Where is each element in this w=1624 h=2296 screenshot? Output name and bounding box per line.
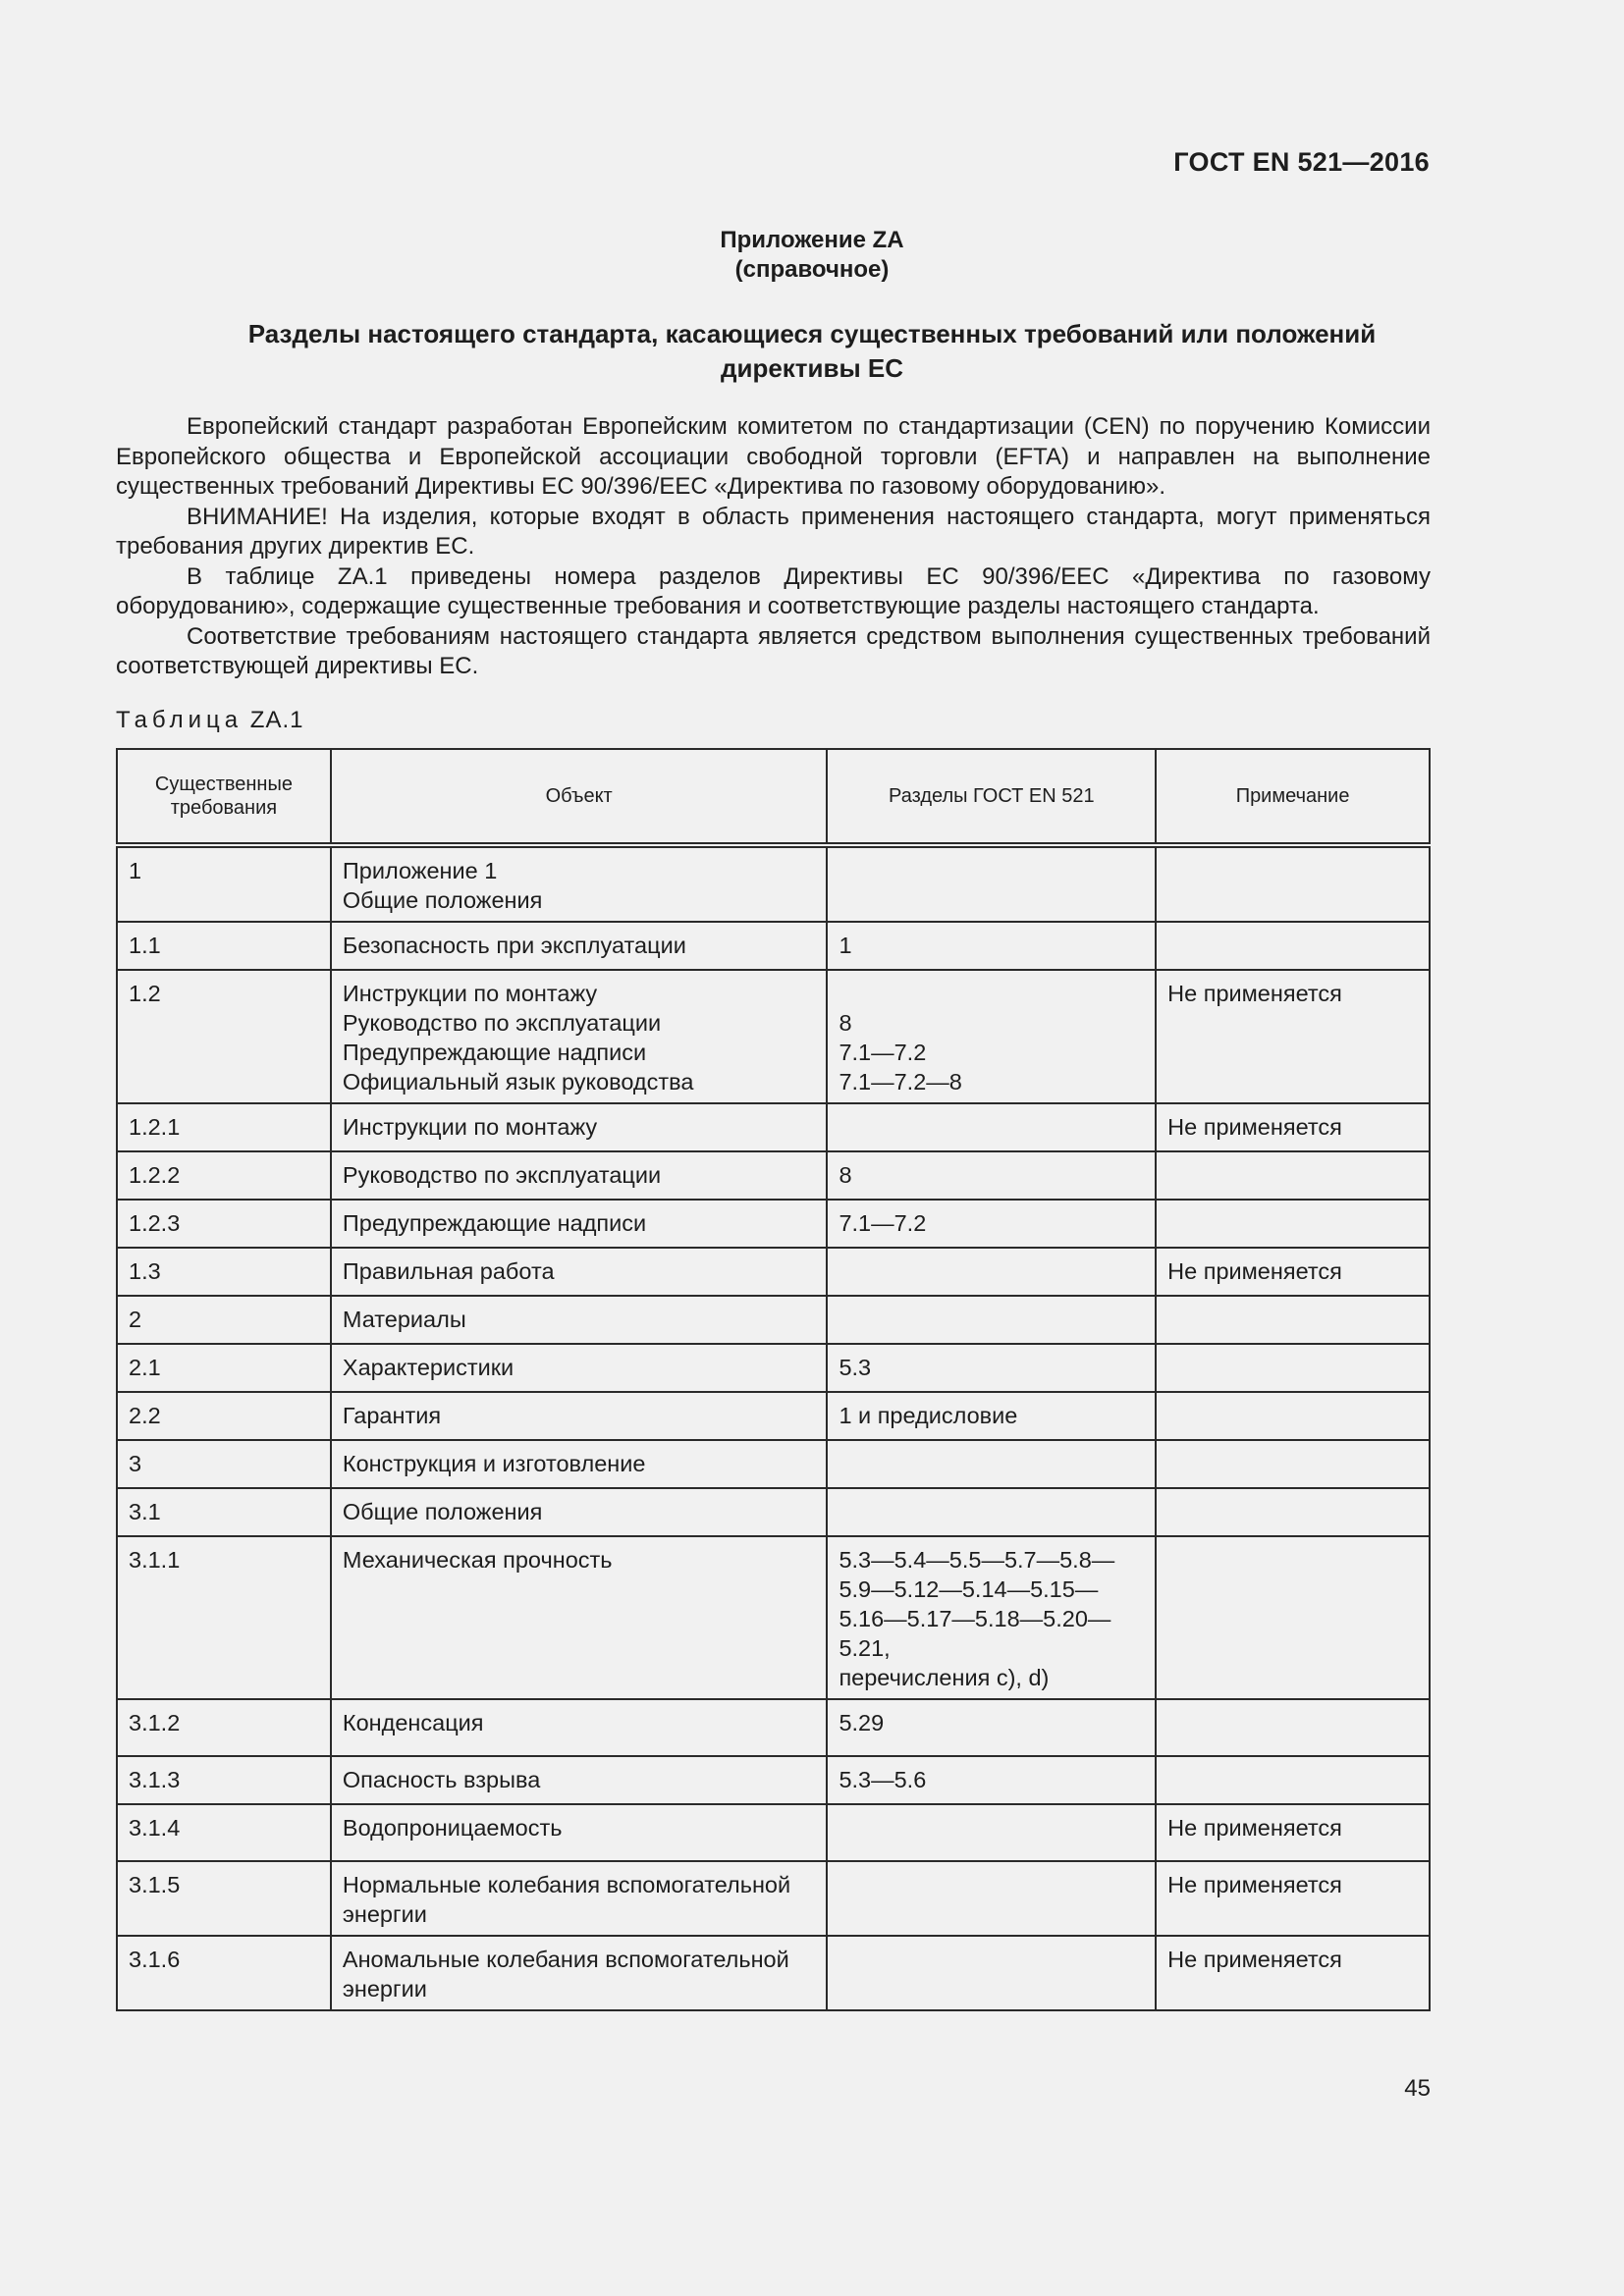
cell-note bbox=[1156, 1536, 1430, 1699]
cell-note bbox=[1156, 1296, 1430, 1344]
cell-object-line: Общие положения bbox=[342, 887, 543, 913]
cell-requirement: 1.1 bbox=[117, 922, 331, 970]
paragraph: Европейский стандарт разработан Европейским комитетом по стандартизации (CEN) по поручению Комиссии Европейского общества и Европейской ассоциации свободной торговли (EFTA) и направлен на выполнение существенных требований Директивы ЕС 90/396/ЕЕС «Директива по газовому оборудованию». bbox=[116, 413, 1431, 500]
cell-sections bbox=[827, 970, 1156, 1103]
cell-object-line: Руководство по эксплуатации bbox=[342, 1010, 662, 1036]
cell-sections-line: 7.1—7.2 bbox=[839, 1040, 927, 1065]
cell-sections bbox=[827, 1151, 1156, 1200]
annex-heading bbox=[0, 226, 1624, 285]
cell-note: Не применяется bbox=[1156, 970, 1430, 1103]
header-requirements: Существенные требования bbox=[117, 749, 331, 845]
annex-title: Приложение ZA bbox=[720, 227, 904, 253]
table-row bbox=[117, 922, 1430, 970]
cell-sections-line: 1 и предисловие bbox=[839, 1403, 1018, 1428]
cell-sections-line: перечисления c), d) bbox=[839, 1665, 1050, 1690]
cell-object bbox=[331, 1936, 828, 2010]
cell-sections bbox=[827, 1936, 1156, 2010]
paragraph: ВНИМАНИЕ! На изделия, которые входят в область применения настоящего стандарта, могут применяться требования других директив ЕС. bbox=[116, 503, 1431, 560]
cell-object-line: Приложение 1 bbox=[342, 858, 498, 883]
cell-object bbox=[331, 1861, 828, 1936]
cell-sections bbox=[827, 1536, 1156, 1699]
cell-sections bbox=[827, 1488, 1156, 1536]
cell-object-line: Официальный язык руководства bbox=[342, 1069, 694, 1095]
cell-object-line: Предупреждающие надписи bbox=[342, 1210, 647, 1236]
cell-object bbox=[331, 1536, 828, 1699]
cell-object bbox=[331, 1248, 828, 1296]
cell-object-line: энергии bbox=[342, 1901, 427, 1927]
table-row bbox=[117, 1936, 1430, 2010]
header-sections: Разделы ГОСТ EN 521 bbox=[827, 749, 1156, 845]
cell-sections bbox=[827, 1392, 1156, 1440]
cell-requirement: 1 bbox=[117, 845, 331, 922]
cell-object bbox=[331, 1200, 828, 1248]
cell-object-line: Нормальные колебания вспомогательной bbox=[342, 1872, 791, 1897]
cell-requirement: 3.1 bbox=[117, 1488, 331, 1536]
table-row bbox=[117, 1248, 1430, 1296]
cell-object bbox=[331, 1392, 828, 1440]
table-row bbox=[117, 1344, 1430, 1392]
table-row bbox=[117, 1804, 1430, 1861]
cell-object bbox=[331, 845, 828, 922]
cell-object-line: Гарантия bbox=[342, 1403, 442, 1428]
cell-note bbox=[1156, 1200, 1430, 1248]
cell-sections bbox=[827, 845, 1156, 922]
table-row bbox=[117, 1756, 1430, 1804]
cell-requirement: 3.1.1 bbox=[117, 1536, 331, 1699]
cell-object-line: энергии bbox=[342, 1976, 427, 2002]
cell-note bbox=[1156, 1392, 1430, 1440]
cell-note bbox=[1156, 922, 1430, 970]
cell-sections-line: 7.1—7.2—8 bbox=[839, 1069, 962, 1095]
section-title-line-2: директивы ЕС bbox=[720, 353, 904, 383]
cell-object-line: Руководство по эксплуатации bbox=[342, 1162, 662, 1188]
cell-sections bbox=[827, 1296, 1156, 1344]
cell-object-line: Водопроницаемость bbox=[342, 1815, 563, 1841]
cell-requirement: 1.2.2 bbox=[117, 1151, 331, 1200]
table-row bbox=[117, 1440, 1430, 1488]
cell-sections bbox=[827, 1756, 1156, 1804]
cell-object-line: Инструкции по монтажу bbox=[342, 981, 598, 1006]
table-row bbox=[117, 1296, 1430, 1344]
cell-note: Не применяется bbox=[1156, 1804, 1430, 1861]
section-title bbox=[147, 317, 1477, 386]
cell-sections bbox=[827, 1103, 1156, 1151]
cell-object-line: Инструкции по монтажу bbox=[342, 1114, 598, 1140]
cell-object-line: Механическая прочность bbox=[342, 1547, 613, 1573]
cell-sections-line: 1 bbox=[839, 933, 852, 958]
table-row bbox=[117, 1861, 1430, 1936]
cell-object-line: Предупреждающие надписи bbox=[342, 1040, 647, 1065]
cell-sections bbox=[827, 922, 1156, 970]
body-text bbox=[116, 412, 1431, 682]
cell-object-line: Правильная работа bbox=[342, 1258, 555, 1284]
cell-requirement: 3.1.3 bbox=[117, 1756, 331, 1804]
header-note: Примечание bbox=[1156, 749, 1430, 845]
cell-note bbox=[1156, 1488, 1430, 1536]
cell-note: Не применяется bbox=[1156, 1248, 1430, 1296]
cell-object-line: Безопасность при эксплуатации bbox=[342, 933, 686, 958]
cell-object bbox=[331, 1344, 828, 1392]
header-object: Объект bbox=[331, 749, 828, 845]
cell-object-line: Материалы bbox=[342, 1307, 466, 1332]
table-header-row bbox=[117, 749, 1430, 845]
cell-sections-line: 5.3—5.6 bbox=[839, 1767, 927, 1792]
cell-object-line: Общие положения bbox=[342, 1499, 543, 1524]
cell-object bbox=[331, 1756, 828, 1804]
cell-note: Не применяется bbox=[1156, 1861, 1430, 1936]
cell-sections bbox=[827, 1344, 1156, 1392]
cell-object bbox=[331, 1151, 828, 1200]
cell-note bbox=[1156, 1756, 1430, 1804]
table-row bbox=[117, 845, 1430, 922]
section-title-line-1: Разделы настоящего стандарта, касающиеся существенных требований или положений bbox=[247, 319, 1377, 348]
cell-object bbox=[331, 1804, 828, 1861]
cell-sections-line: 5.21, bbox=[839, 1635, 891, 1661]
cell-sections-line: 5.3 bbox=[839, 1355, 872, 1380]
cell-requirement: 1.3 bbox=[117, 1248, 331, 1296]
page-number: 45 bbox=[1404, 2075, 1431, 2102]
cell-note bbox=[1156, 845, 1430, 922]
table-row bbox=[117, 970, 1430, 1103]
cell-sections bbox=[827, 1440, 1156, 1488]
cell-requirement: 2.1 bbox=[117, 1344, 331, 1392]
table-row bbox=[117, 1392, 1430, 1440]
cell-requirement: 1.2.1 bbox=[117, 1103, 331, 1151]
cell-note: Не применяется bbox=[1156, 1936, 1430, 2010]
cell-note bbox=[1156, 1151, 1430, 1200]
table-row bbox=[117, 1151, 1430, 1200]
cell-sections bbox=[827, 1804, 1156, 1861]
table-row bbox=[117, 1488, 1430, 1536]
cell-requirement: 3.1.2 bbox=[117, 1699, 331, 1756]
table-row bbox=[117, 1103, 1430, 1151]
cell-object bbox=[331, 1440, 828, 1488]
annex-subtitle: (справочное) bbox=[734, 256, 890, 283]
cell-object bbox=[331, 970, 828, 1103]
table-row bbox=[117, 1536, 1430, 1699]
table-row bbox=[117, 1699, 1430, 1756]
cell-object-line: Опасность взрыва bbox=[342, 1767, 541, 1792]
cell-requirement: 2 bbox=[117, 1296, 331, 1344]
cell-note bbox=[1156, 1699, 1430, 1756]
cell-note: Не применяется bbox=[1156, 1103, 1430, 1151]
cell-object-line: Конденсация bbox=[342, 1710, 484, 1735]
cell-sections-line: 5.16—5.17—5.18—5.20— bbox=[839, 1606, 1111, 1631]
cell-object bbox=[331, 922, 828, 970]
cell-requirement: 3 bbox=[117, 1440, 331, 1488]
cell-sections bbox=[827, 1248, 1156, 1296]
cell-sections-line: 8 bbox=[839, 1010, 852, 1036]
table-caption-label: Таблица bbox=[116, 707, 244, 733]
cell-requirement: 1.2 bbox=[117, 970, 331, 1103]
table-row bbox=[117, 1200, 1430, 1248]
cell-sections-line bbox=[839, 979, 1144, 1008]
cell-object bbox=[331, 1488, 828, 1536]
cell-sections-line: 5.29 bbox=[839, 1710, 885, 1735]
cell-sections bbox=[827, 1861, 1156, 1936]
table-caption bbox=[116, 707, 303, 734]
cell-sections-line: 8 bbox=[839, 1162, 852, 1188]
cell-sections bbox=[827, 1200, 1156, 1248]
cell-requirement: 1.2.3 bbox=[117, 1200, 331, 1248]
cell-sections-line: 5.3—5.4—5.5—5.7—5.8— bbox=[839, 1547, 1115, 1573]
cell-requirement: 3.1.5 bbox=[117, 1861, 331, 1936]
cell-note bbox=[1156, 1440, 1430, 1488]
cell-requirement: 2.2 bbox=[117, 1392, 331, 1440]
cell-sections-line: 7.1—7.2 bbox=[839, 1210, 927, 1236]
cell-requirement: 3.1.6 bbox=[117, 1936, 331, 2010]
requirements-table bbox=[116, 748, 1431, 2011]
cell-object bbox=[331, 1699, 828, 1756]
cell-object bbox=[331, 1103, 828, 1151]
table-body bbox=[117, 845, 1430, 2010]
cell-object-line: Конструкция и изготовление bbox=[342, 1451, 646, 1476]
cell-object bbox=[331, 1296, 828, 1344]
cell-sections bbox=[827, 1699, 1156, 1756]
paragraph: Соответствие требованиям настоящего стандарта является средством выполнения существенных требований соответствующей директивы ЕС. bbox=[116, 622, 1431, 679]
cell-requirement: 3.1.4 bbox=[117, 1804, 331, 1861]
document-header-id: ГОСТ EN 521—2016 bbox=[1173, 147, 1430, 177]
cell-object-line: Аномальные колебания вспомогательной bbox=[342, 1947, 789, 1972]
cell-sections-line: 5.9—5.12—5.14—5.15— bbox=[839, 1576, 1099, 1602]
cell-note bbox=[1156, 1344, 1430, 1392]
paragraph: В таблице ZA.1 приведены номера разделов Директивы ЕС 90/396/ЕЕС «Директива по газовому оборудованию», содержащие существенные требования и соответствующие разделы настоящего стандарта. bbox=[116, 562, 1431, 619]
table-caption-id: ZA.1 bbox=[249, 707, 304, 733]
cell-object-line: Характеристики bbox=[342, 1355, 514, 1380]
